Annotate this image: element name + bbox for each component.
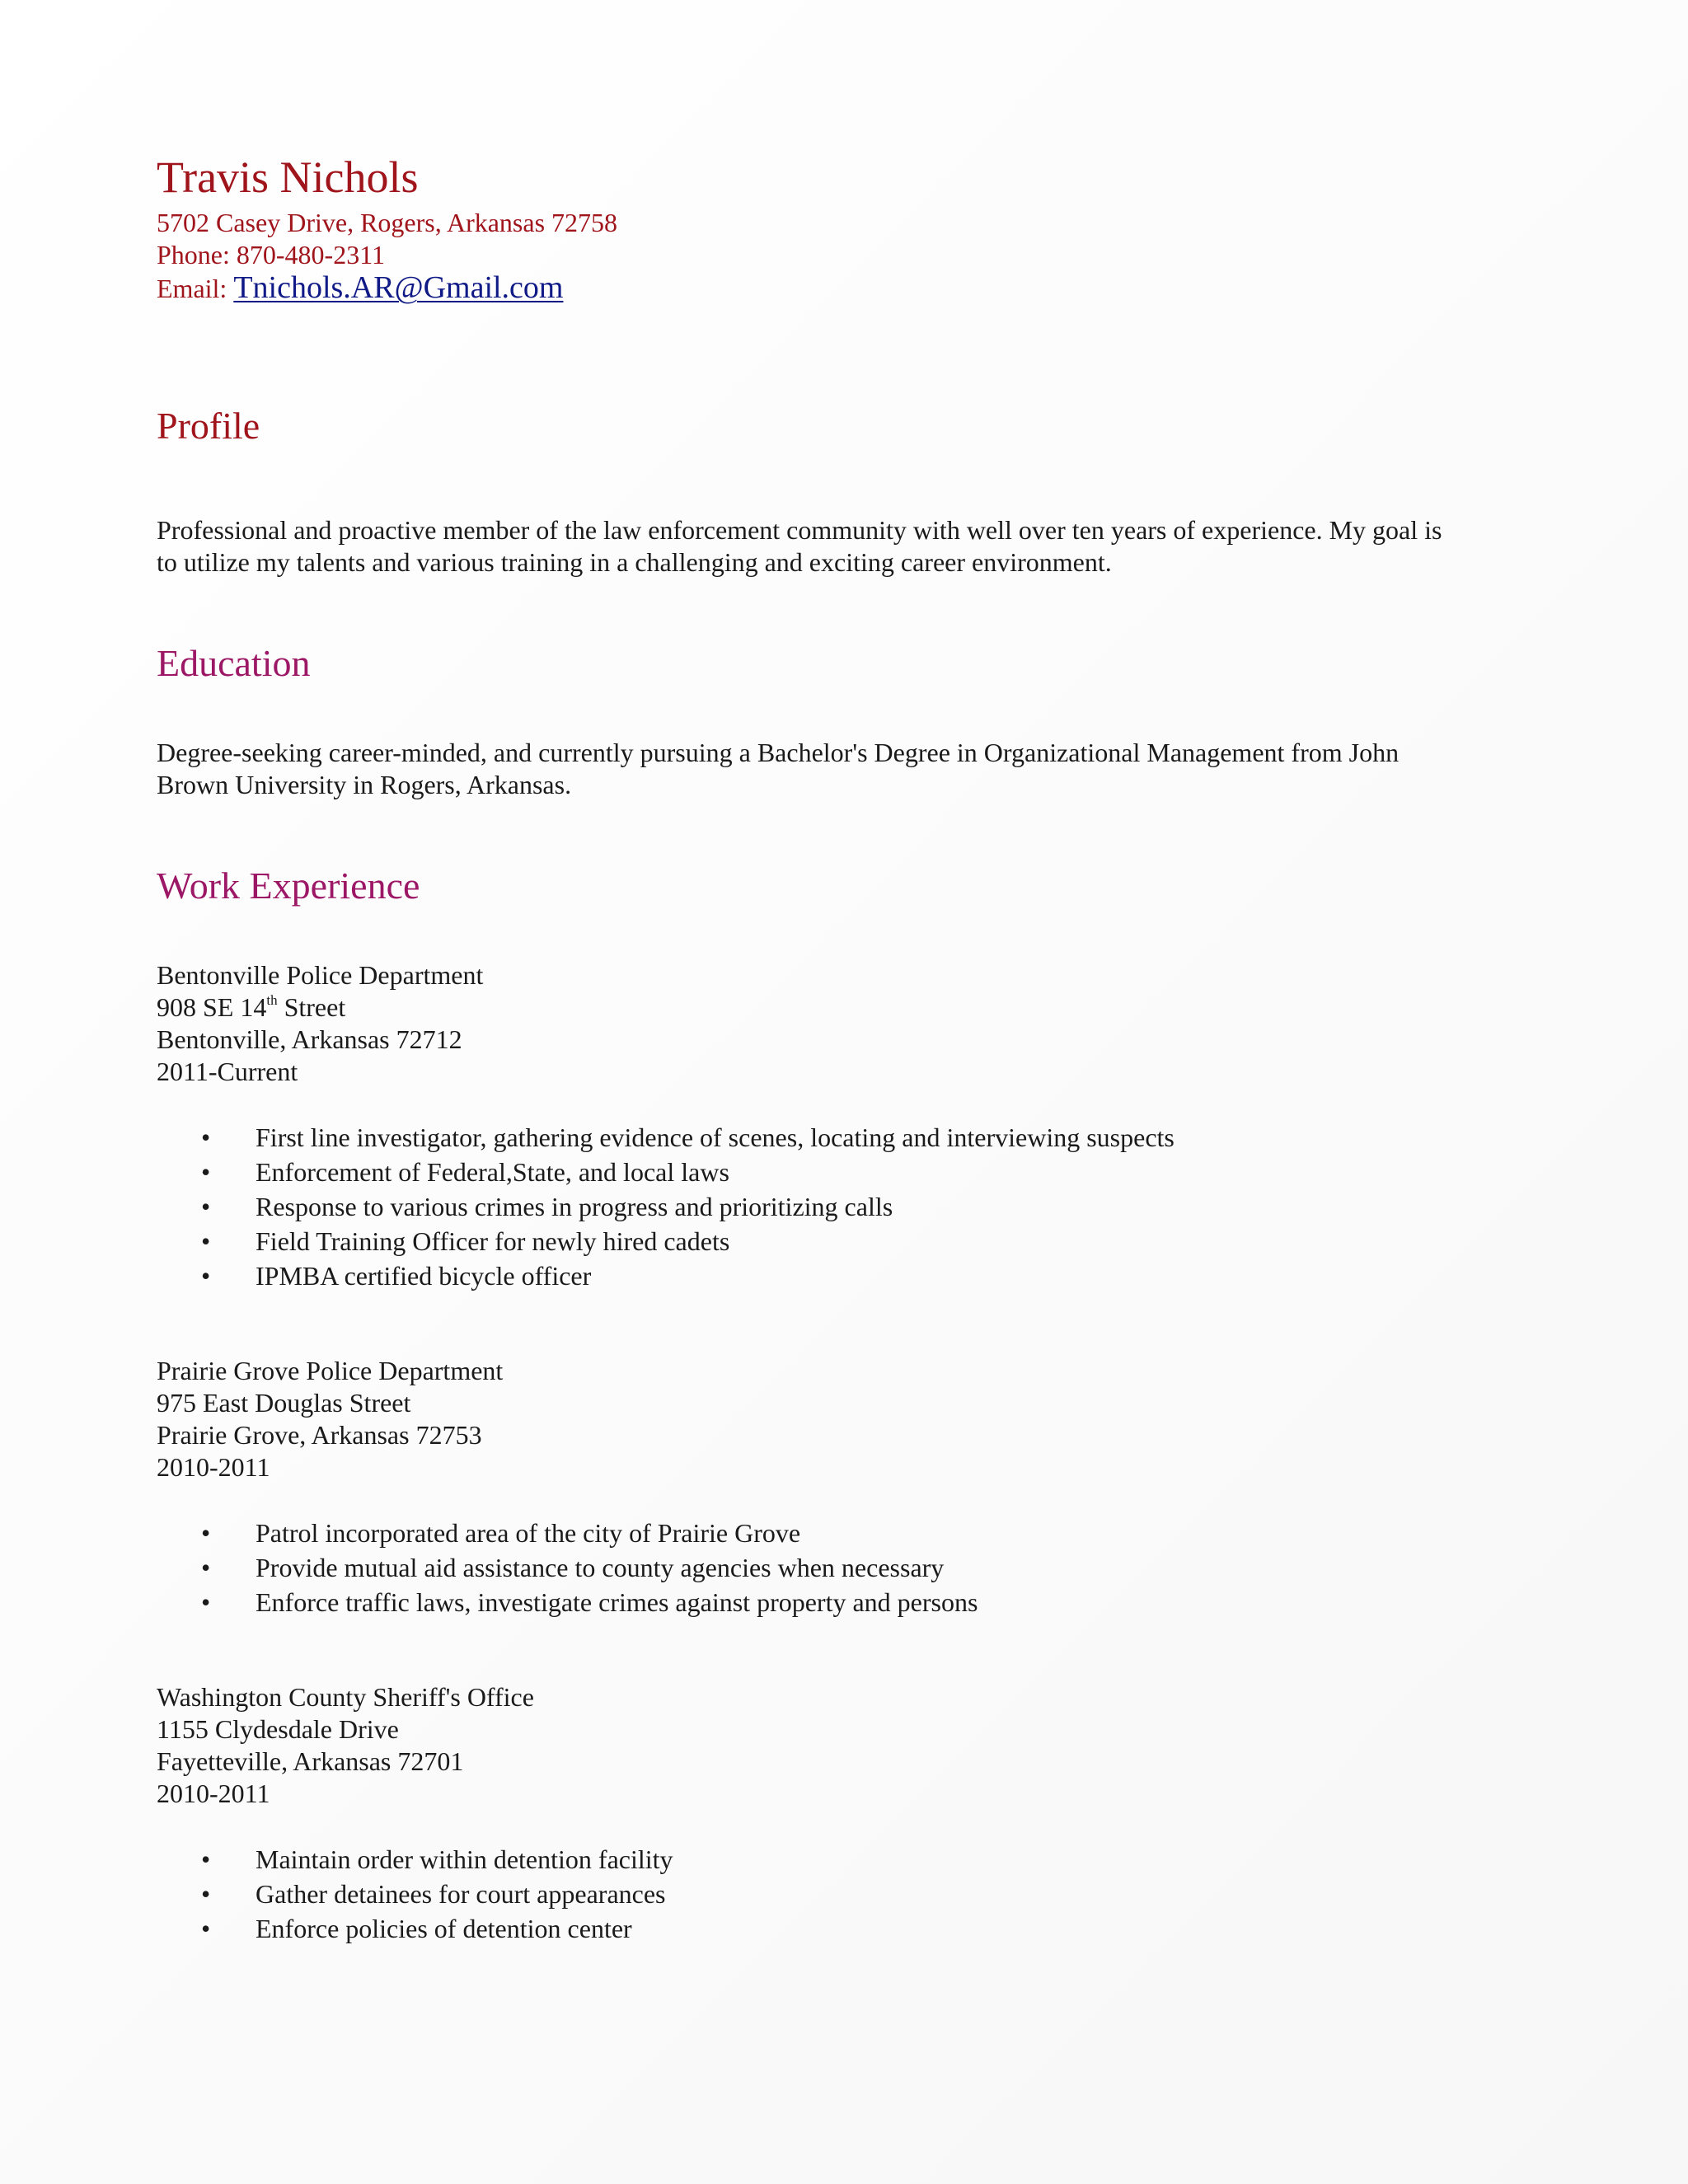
bullet-icon: •: [201, 1157, 211, 1187]
list-item: [201, 1589, 978, 1615]
list-item: [201, 1881, 666, 1907]
job-street: 975 East Douglas Street: [157, 1388, 411, 1418]
candidate-name: Travis Nichols: [157, 152, 419, 202]
list-item: [201, 1124, 1175, 1151]
education-heading: Education: [157, 642, 311, 684]
job-street: 1155 Clydesdale Drive: [157, 1714, 399, 1744]
list-item-text: Maintain order within detention facility: [256, 1844, 673, 1874]
profile-text-line-2: to utilize my talents and various training in a challenging and exciting career environment.: [157, 547, 1112, 577]
job-street-ordinal: th: [266, 992, 278, 1008]
bullet-icon: •: [201, 1226, 211, 1256]
list-item: [201, 1915, 632, 1942]
job-employer: Washington County Sheriff's Office: [157, 1682, 534, 1712]
job-dates: 2011-Current: [157, 1057, 298, 1086]
list-item-text: Gather detainees for court appearances: [256, 1879, 666, 1909]
list-item-text: First line investigator, gathering evidence of scenes, locating and interviewing suspects: [256, 1122, 1175, 1152]
education-text-line-1: Degree-seeking career-minded, and currently pursuing a Bachelor's Degree in Organizational Management from John: [157, 738, 1400, 767]
job-street-name: Street: [277, 992, 346, 1022]
bullet-icon: •: [201, 1914, 211, 1943]
email-link[interactable]: Tnichols.AR@Gmail.com: [233, 270, 564, 305]
contact-address: 5702 Casey Drive, Rogers, Arkansas 72758: [157, 208, 618, 237]
list-item: [201, 1263, 591, 1289]
list-item-text: Response to various crimes in progress and prioritizing calls: [256, 1192, 893, 1221]
list-item: [201, 1554, 944, 1581]
job-dates: 2010-2011: [157, 1779, 270, 1808]
list-item-text: Enforce policies of detention center: [256, 1914, 632, 1943]
bullet-icon: •: [201, 1261, 211, 1291]
job-city: Bentonville, Arkansas 72712: [157, 1024, 462, 1054]
list-item: [201, 1159, 729, 1185]
list-item-text: Provide mutual aid assistance to county agencies when necessary: [256, 1553, 945, 1582]
work-experience-heading: Work Experience: [157, 865, 420, 907]
job-employer: Bentonville Police Department: [157, 960, 484, 990]
bullet-icon: •: [201, 1879, 211, 1909]
contact-email-label: Email:: [157, 274, 234, 303]
list-item-text: Enforcement of Federal,State, and local laws: [256, 1157, 729, 1187]
bullet-icon: •: [201, 1518, 211, 1548]
job-employer: Prairie Grove Police Department: [157, 1356, 504, 1385]
bullet-icon: •: [201, 1553, 211, 1582]
list-item: [201, 1846, 673, 1872]
list-item-text: IPMBA certified bicycle officer: [256, 1261, 592, 1291]
bullet-icon: •: [201, 1587, 211, 1617]
job-dates: 2010-2011: [157, 1452, 270, 1482]
list-item-text: Patrol incorporated area of the city of Prairie Grove: [256, 1518, 801, 1548]
list-item-text: Field Training Officer for newly hired cadets: [256, 1226, 730, 1256]
list-item: [201, 1193, 893, 1220]
job-street: [157, 994, 345, 1020]
list-item: [201, 1520, 800, 1546]
list-item-text: Enforce traffic laws, investigate crimes against property and persons: [256, 1587, 978, 1617]
job-city: Fayetteville, Arkansas 72701: [157, 1746, 464, 1776]
bullet-icon: •: [201, 1192, 211, 1221]
job-city: Prairie Grove, Arkansas 72753: [157, 1420, 482, 1450]
contact-email-row: [157, 272, 563, 303]
bullet-icon: •: [201, 1844, 211, 1874]
job-street-number: 908 SE 14: [157, 992, 267, 1022]
profile-heading: Profile: [157, 405, 260, 447]
contact-phone: Phone: 870-480-2311: [157, 240, 386, 269]
list-item: [201, 1228, 729, 1254]
education-text-line-2: Brown University in Rogers, Arkansas.: [157, 770, 572, 799]
bullet-icon: •: [201, 1122, 211, 1152]
profile-text-line-1: Professional and proactive member of the law enforcement community with well over ten years of experience. My goal is: [157, 515, 1442, 545]
